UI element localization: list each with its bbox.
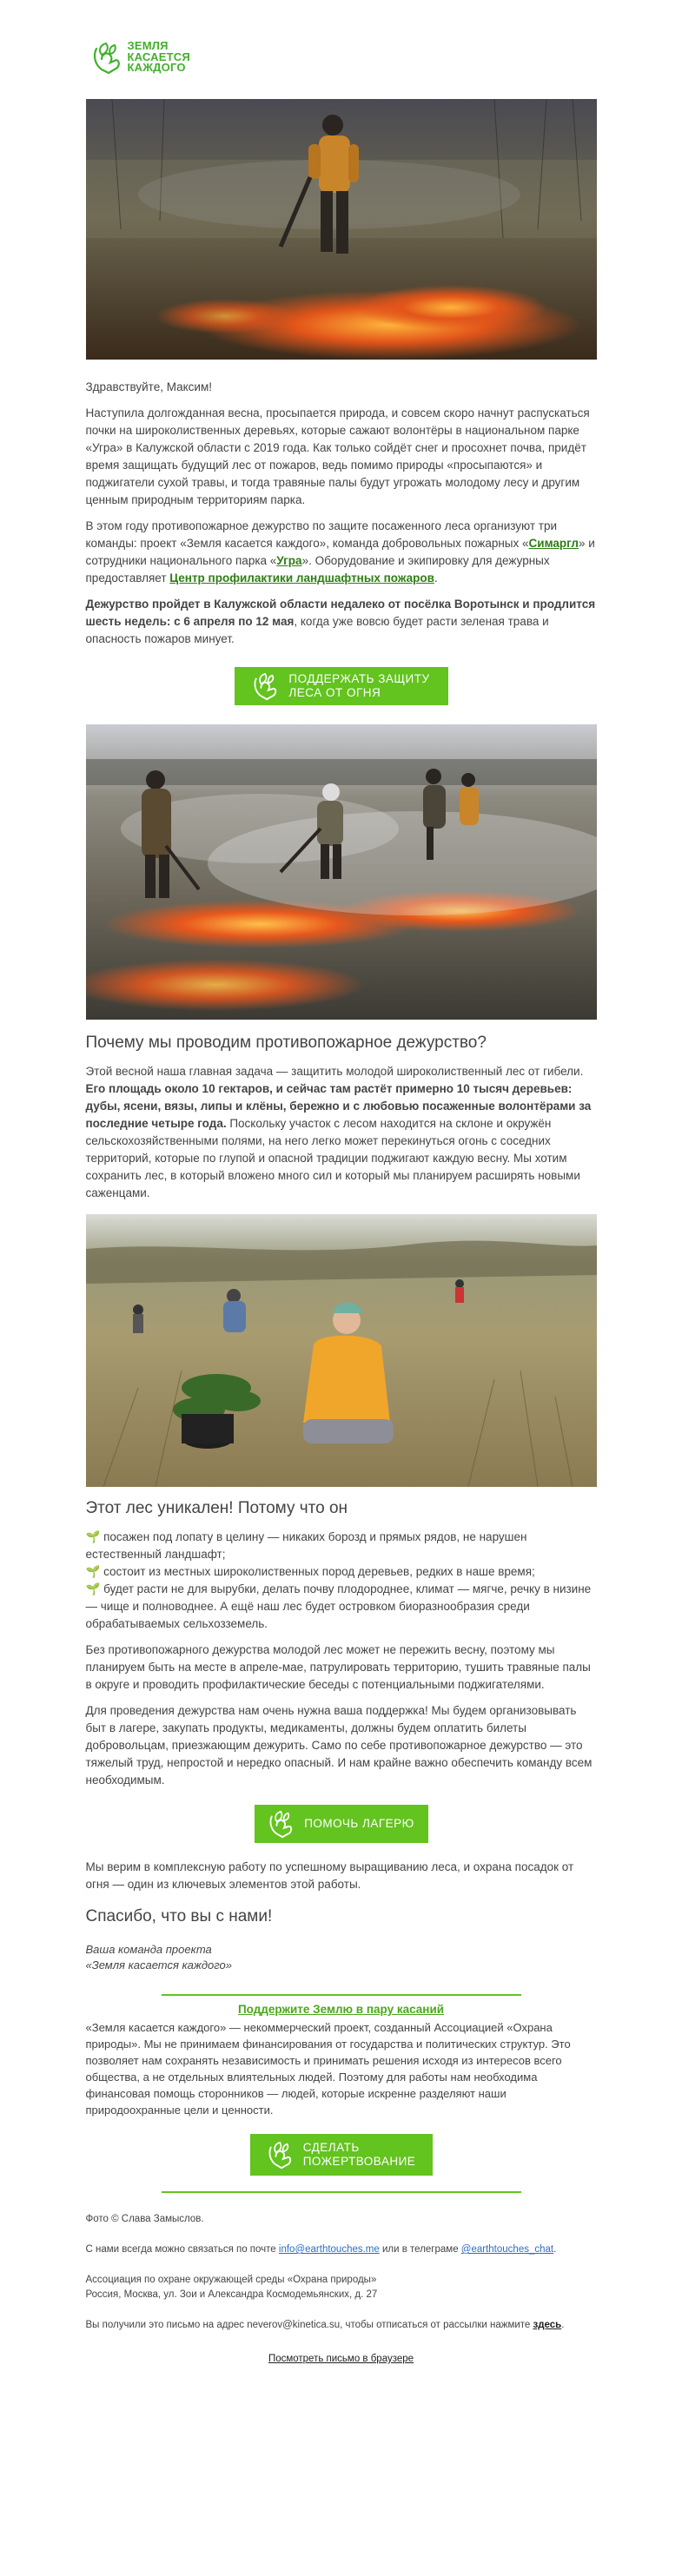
logo-line-3: КАЖДОГО (127, 61, 186, 75)
logo-text (128, 41, 190, 74)
unsubscribe-text: Вы получили это письмо на адрес neverov@kinetica.su, чтобы отписаться от рассылки нажмите (85, 2320, 533, 2330)
support-title-link[interactable]: Поддержите Землю в пару касаний (237, 2003, 445, 2016)
contact-text-1: С нами всегда можно связаться по почте (85, 2244, 279, 2255)
association-info (86, 2273, 597, 2302)
browser-view-line (86, 2352, 597, 2367)
teams-paragraph (86, 518, 597, 587)
unsubscribe-link[interactable]: здесь (533, 2320, 562, 2330)
help-paragraph-1: Без противопожарного дежурства молодой лес может не пережить весну, поэтому мы планируем быть на месте в апреле-мае, патрулировать территорию, тушить травяные палы в округе и проводить профилактические беседы с потенциальными поджигателями. (85, 1643, 591, 1691)
unsubscribe-line (86, 2318, 597, 2333)
unique-list (86, 1529, 597, 1633)
help-camp-button[interactable] (255, 1805, 428, 1843)
unique-item-2: состоит из местных широколиственных пород деревьев, редких в наше время; (103, 1565, 535, 1578)
support-protection-label (288, 672, 429, 700)
why-text-1: Этой весной наша главная задача — защитить молодой широколиственный лес от гибели. (85, 1065, 584, 1078)
unique-title: Этот лес уникален! Потому что он (85, 1499, 348, 1517)
contact-text-3: . (553, 2244, 557, 2255)
teams-text-4: . (434, 571, 438, 585)
support-paragraph: «Земля касается каждого» — некоммерческий проект, созданный Ассоциацией «Охрана природы». Мы не принимаем финансирования от государства и политических структур. Это позволяет нам сохранять независимость и принимать решения исходя из интересов всего общества, а не отдельных влиятельных людей. Поэтому для работы нам необходима финансовая помощь сторонников — людей, которые искренне разделяют наши природоохранные цели и ценности. (85, 2021, 571, 2117)
ugra-link[interactable]: Угра (276, 554, 302, 567)
why-text-2: Поскольку участок с лесом находится на склоне и окружён сельскохозяйственными полями, на него легко может перекинуться огонь с соседних территорий, которые по глупой и опасной традиции поджигают каждую весну. Мы хотим сохранить лес, в который вложено много сил и который мы планируем расширять новыми саженцами. (85, 1117, 580, 1199)
hand-leaf-logo-icon (91, 40, 122, 75)
telegram-link[interactable]: @earthtouches_chat (460, 2244, 554, 2255)
logo-line-2: КАСАЕТСЯ (127, 50, 190, 63)
fire-prevention-center-link[interactable]: Центр профилактики ландшафтных пожаров (169, 571, 434, 585)
association-address: Россия, Москва, ул. Зои и Александра Космодемьянских, д. 27 (85, 2289, 378, 2300)
button3-line1: СДЕЛАТЬ (302, 2141, 360, 2154)
teams-text-2: » и сотрудники национального парка « (85, 537, 595, 567)
teams-text-3: ». Оборудование и экипировку для дежурных предоставляет (85, 554, 550, 585)
donate-button[interactable] (250, 2134, 433, 2176)
hand-leaf-icon (268, 1809, 297, 1839)
simargl-link[interactable]: Симаргл (528, 537, 579, 550)
photo-credit: Фото © Слава Замыслов. (85, 2214, 204, 2224)
button3-line2: ПОЖЕРТВОВАНИЕ (302, 2155, 416, 2168)
support-protection-button[interactable] (235, 667, 448, 705)
hand-leaf-icon (252, 671, 281, 701)
unsubscribe-end: . (561, 2320, 565, 2330)
hand-leaf-icon (267, 2140, 296, 2170)
email-link[interactable]: info@earthtouches.me (278, 2244, 380, 2255)
association-name: Ассоциация по охране окружающей среды «Охрана природы» (85, 2275, 377, 2285)
seedling-icon: 🌱 (85, 1565, 101, 1578)
teams-text-1: В этом году противопожарное дежурство по защите посаженного леса организуют три команды: проект «Земля касается каждого», команда добровольных пожарных « (85, 519, 558, 550)
seedling-icon: 🌱 (85, 1530, 101, 1543)
why-title: Почему мы проводим противопожарное дежурство? (85, 1034, 487, 1052)
list-item (86, 1529, 597, 1563)
contact-line (86, 2242, 597, 2257)
fire-team-photo (86, 724, 597, 1020)
list-item (86, 1563, 597, 1581)
button1-line1: ПОДДЕРЖАТЬ ЗАЩИТУ (288, 672, 430, 685)
duty-dates: Дежурство пройдет в Калужской области недалеко от посёлка Воротынск и продлится шесть недель: с 6 апреля по 12 мая (85, 598, 596, 628)
believe-paragraph: Мы верим в комплексную работу по успешному выращиванию леса, и охрана посадок от огня — один из ключевых элементов этой работы. (85, 1860, 574, 1891)
help-camp-label: ПОМОЧЬ ЛАГЕРЮ (304, 1817, 414, 1830)
why-bold: Его площадь около 10 гектаров, и сейчас там растёт примерно 10 тысяч деревьев: дубы, ясени, вязы, липы и клёны, бережно и с любовью посаженные волонтёрами за последние четыре года. (85, 1082, 592, 1130)
volunteer-planting-photo (86, 1214, 597, 1487)
support-title (86, 2003, 597, 2016)
donate-label (303, 2141, 416, 2169)
footer (86, 2212, 597, 2367)
signature (86, 1942, 597, 1973)
logo-line-1: ЗЕМЛЯ (127, 39, 169, 53)
unique-item-3: будет расти не для вырубки, делать почву плодороднее, климат — мягче, речку в низине — чище и полноводнее. А ещё наш лес будет островком биоразнообразия среди обрабатываемых сельхозземель. (85, 1582, 592, 1630)
greeting: Здравствуйте, Максим! (85, 380, 212, 393)
signature-line-2: «Земля касается каждого» (85, 1958, 232, 1972)
button1-line2: ЛЕСА ОТ ОГНЯ (288, 686, 381, 699)
view-in-browser-link[interactable]: Посмотреть письмо в браузере (268, 2354, 414, 2364)
signature-line-1: Ваша команда проекта (85, 1943, 212, 1956)
project-logo[interactable] (91, 33, 597, 82)
seedling-icon: 🌱 (85, 1582, 101, 1595)
divider-bottom (162, 2191, 521, 2193)
intro-paragraph: Наступила долгожданная весна, просыпается природа, и совсем скоро начнут распускаться почки на широколиственных деревьях, которые сажают волонтёры в национальном парке «Угра» в Калужской области с 2019 года. Как только сойдёт снег и просохнет почва, придёт время защищать будущий лес от пожаров, ведь помимо природы «просыпаются» и поджигатели сухой травы, и тогда травяные палы будут угрожать молодому лесу и другим ценным природным территориям парка. (85, 406, 590, 506)
firefighter-photo (86, 99, 597, 360)
why-paragraph (86, 1063, 597, 1202)
divider-top (162, 1994, 521, 1996)
thanks-title: Спасибо, что вы с нами! (85, 1907, 273, 1925)
contact-text-2: или в телеграме (379, 2244, 461, 2255)
unique-item-1: посажен под лопату в целину — никаких борозд и прямых рядов, не нарушен естественный ландшафт; (85, 1530, 527, 1561)
list-item (86, 1581, 597, 1633)
duty-rest: , когда уже вовсю будет расти зеленая трава и опасность пожаров минует. (85, 615, 549, 645)
help-paragraph-2: Для проведения дежурства нам очень нужна ваша поддержка! Мы будем организовывать быт в лагере, закупать продукты, медикаменты, должны будем оплатить билеты добровольцам, приезжающим дежурить. Само по себе противопожарное дежурство — это тяжелый труд, непростой и нередко опасный. И нам крайне важно обеспечить команду всем необходимым. (85, 1704, 593, 1787)
duty-paragraph (86, 596, 597, 648)
email-container (86, 33, 597, 2367)
